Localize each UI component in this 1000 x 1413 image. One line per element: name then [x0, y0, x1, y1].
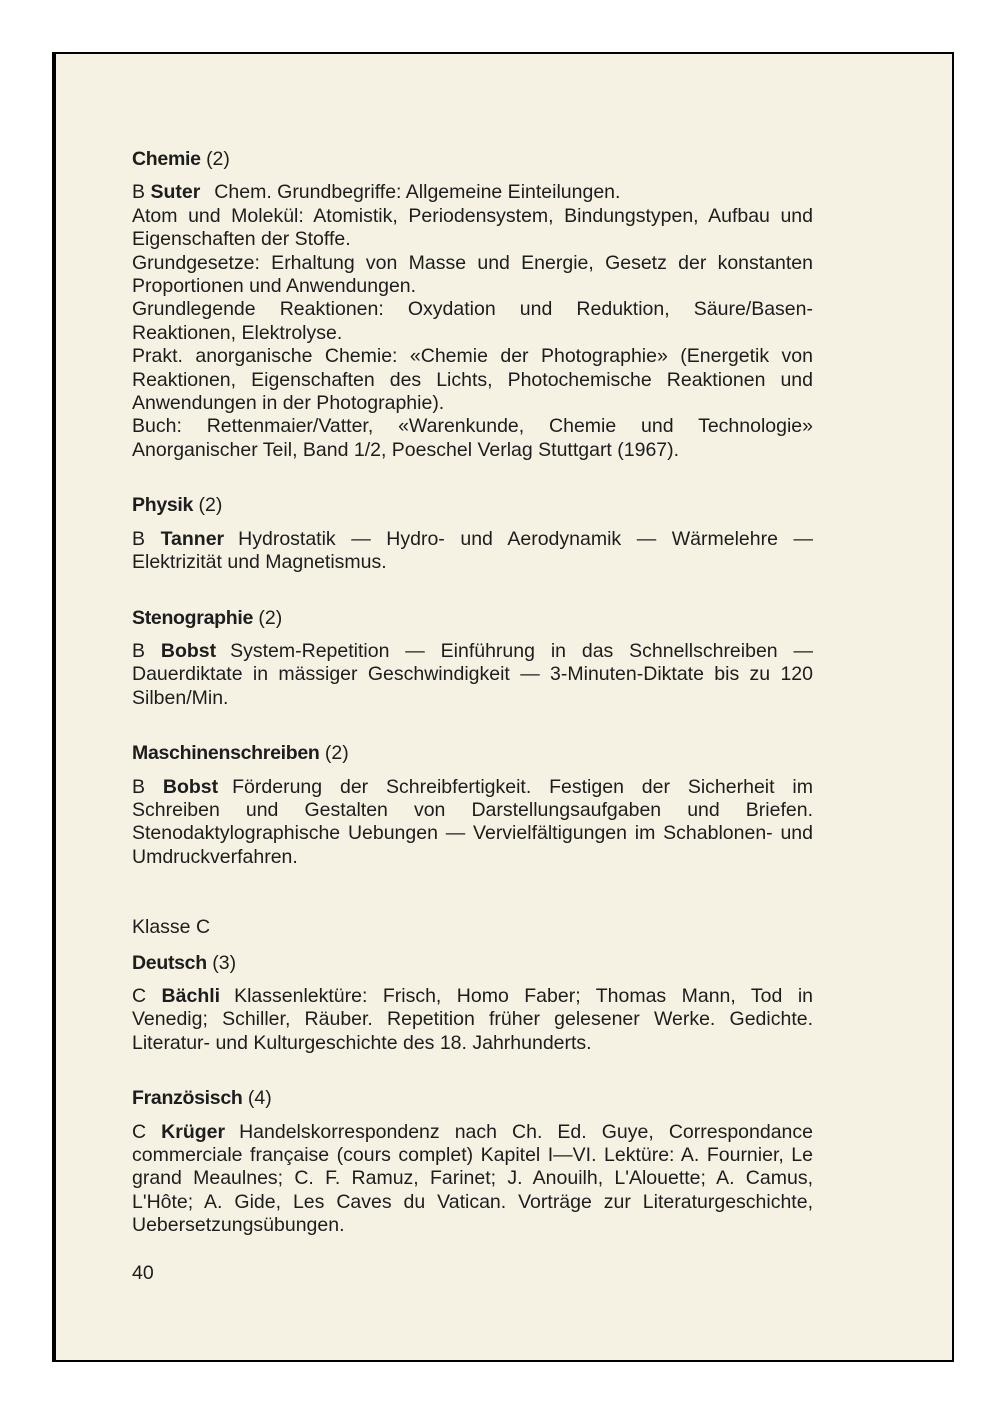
syllabus-line: System-Repetition — Einführung in das Schnellschreiben — Dauerdiktate in mässiger Geschwindigkeit — 3-Minuten-Diktate bis zu 120 Silben/Min. [132, 639, 814, 709]
section-heading [132, 148, 813, 171]
page-number: 40 [132, 1262, 154, 1284]
class-letter: B [132, 775, 146, 798]
section-heading [132, 607, 813, 630]
subject-title: Physik [132, 494, 194, 517]
syllabus-line: Prakt. anorganische Chemie: «Chemie der Photographie» (Energetik von Reaktionen, Eigenschaften des Lichts, Photochemische Reaktionen und Anwendungen in der Photographie). [132, 345, 813, 415]
class-letter: B [132, 527, 146, 550]
lesson-hours: (2) [324, 742, 349, 765]
section-deutsch [132, 952, 813, 1056]
syllabus-text [132, 985, 813, 1055]
teacher-name: Bobst [160, 639, 217, 662]
class-letter: B [132, 639, 146, 662]
section-heading [132, 494, 813, 517]
lesson-hours: (3) [212, 951, 237, 974]
syllabus-line: Chem. Grundbegriffe: Allgemeine Einteilungen. [214, 181, 621, 204]
teacher-name: Suter [150, 181, 201, 204]
section-physik [132, 494, 813, 574]
section-maschinenschreiben [132, 742, 813, 869]
page-content [132, 148, 813, 1238]
subject-title: Chemie [132, 148, 201, 170]
class-letter: C [132, 1120, 147, 1143]
class-letter: C [132, 984, 147, 1007]
syllabus-text [132, 640, 813, 710]
class-heading: Klasse C [132, 916, 211, 939]
section-heading [132, 1087, 813, 1110]
syllabus-text [132, 528, 813, 575]
syllabus-line: Klassenlektüre: Frisch, Homo Faber; Thomas Mann, Tod in Venedig; Schiller, Räuber. Repetition früher gelesener Werke. Gedichte. Literatur- und Kulturgeschichte des 18. Jahrhunderts. [132, 984, 813, 1054]
class-letter: B [132, 181, 146, 204]
syllabus-line: Hydrostatik — Hydro- und Aerodynamik — Wärmelehre — Elektrizität und Magnetismus. [132, 527, 814, 574]
teacher-name: Bobst [162, 775, 219, 798]
section-stenographie [132, 607, 813, 711]
syllabus-line: Grundgesetze: Erhaltung von Masse und Energie, Gesetz der konstanten Proportionen und Anwendungen. [132, 251, 813, 298]
lesson-hours: (2) [206, 148, 230, 170]
syllabus-line: Handelskorrespondenz nach Ch. Ed. Guye, Correspondance commerciale française (cours complet) Kapitel I—VI. Lektüre: A. Fournier, Le grand Meaulnes; C. F. Ramuz, Farinet; J. Anouilh, L'Alouette; A. Camus, L'Hôte; A. Gide, Les Caves du Vatican. Vorträge zur Literaturgeschichte, Uebersetzungsübungen. [132, 1120, 813, 1237]
section-chemie [132, 148, 813, 462]
syllabus-text [132, 776, 813, 870]
teacher-name: Bächli [161, 984, 221, 1007]
subject-title: Stenographie [132, 606, 253, 629]
lesson-hours: (2) [198, 494, 223, 517]
section-heading [132, 952, 813, 975]
section-heading [132, 742, 813, 765]
syllabus-line: Buch: Rettenmaier/Vatter, «Warenkunde, Chemie und Technologie» Anorganischer Teil, Band 1/2, Poeschel Verlag Stuttgart (1967). [132, 415, 813, 461]
lesson-hours: (4) [247, 1087, 272, 1110]
teacher-name: Krüger [161, 1120, 226, 1143]
syllabus-line: Grundlegende Reaktionen: Oxydation und Reduktion, Säure/Basen-Reaktionen, Elektrolyse. [132, 298, 813, 344]
section-franzoesisch [132, 1087, 813, 1237]
subject-title: Französisch [132, 1087, 243, 1110]
lesson-hours: (2) [258, 606, 283, 629]
syllabus-text [132, 1121, 813, 1238]
syllabus-line: Atom und Molekül: Atomistik, Periodensystem, Bindungstypen, Aufbau und Eigenschaften der Stoffe. [132, 204, 813, 251]
teacher-name: Tanner [160, 527, 225, 550]
syllabus-text [132, 181, 813, 204]
syllabus-line: Förderung der Schreibfertigkeit. Festigen der Sicherheit im Schreiben und Gestalten von Darstellungsaufgaben und Briefen. Stenodaktylographische Uebungen — Vervielfältigungen im Schablonen- und Umdruckverfahren. [132, 775, 813, 868]
subject-title: Maschinenschreiben [132, 742, 320, 765]
subject-title: Deutsch [132, 951, 207, 974]
